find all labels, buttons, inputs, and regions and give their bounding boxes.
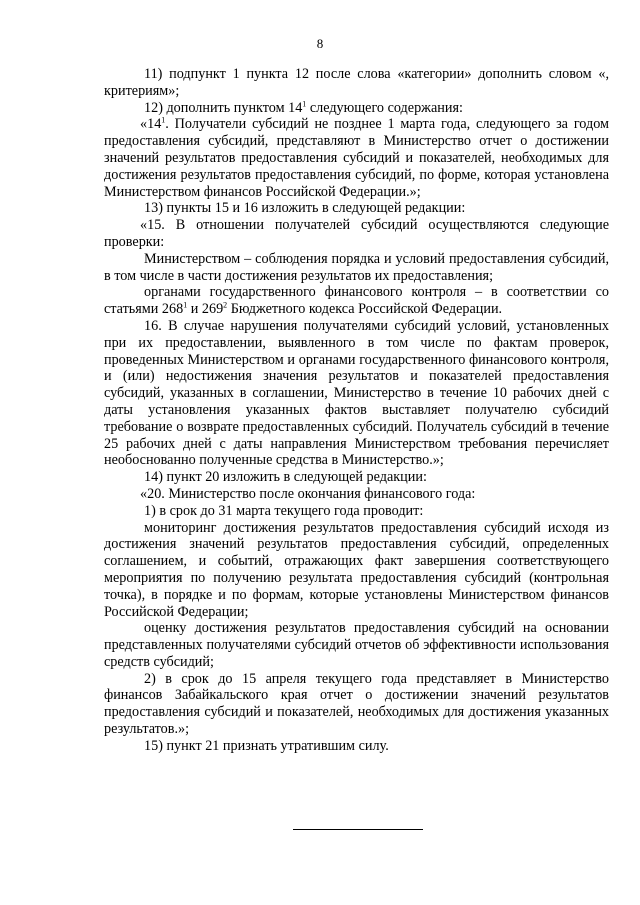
paragraph-monitoring: мониторинг достижения результатов предоставления субсидий исходя из достижения значений результатов предоставления субсидий, определенных соглашением, и событий, отражающих факт завершения соответствующего мероприятия по получению результата предоставления субсидий (контрольная точка), в порядке и по формам, которые установлены Министерством финансов Российской Федерации;: [104, 519, 609, 620]
closing-divider: [293, 829, 423, 830]
paragraph-text: . Получатели субсидий не позднее 1 марта года, следующего за годом предоставления субсидий, представляют в Министерство отчет о достижении значений результатов предоставления субсидий и показателей, необходимых для достижения результатов предоставления субсидий, по форме, которая установлена Министерством финансов Российской Федерации.»;: [104, 116, 609, 200]
paragraph-item-14: 14) пункт 20 изложить в следующей редакции:: [144, 469, 427, 486]
paragraph-text: 12) дополнить пунктом 14: [144, 99, 303, 116]
paragraph-ministry-check: Министерством – соблюдения порядка и условий предоставления субсидий, в том числе в части достижения результатов их предоставления;: [104, 250, 609, 284]
superscript: 2: [223, 300, 228, 310]
paragraph-evaluation: оценку достижения результатов предоставления субсидий на основании представленных получателями субсидий отчетов об эффективности использования средств субсидий;: [104, 620, 609, 670]
paragraph-point-16: 16. В случае нарушения получателями субсидий условий, установленных при их предоставлении, выявленного в том числе по фактам проверок, проведенных Министерством и органами государственного финансового контроля, и (или) недостижения значения результатов и показателей предоставления субсидий, указанных в соглашении, Министерство в течение 10 рабочих дней с даты установления указанных фактов выставляет получателю субсидий требование о возврате предоставленных субсидий. Получатель субсидий в течение 25 рабочих дней с даты направления Министерством требования перечисляет необоснованно полученные средства в Министерство.»;: [104, 317, 609, 469]
paragraph-item-13: 13) пункты 15 и 16 изложить в следующей редакции:: [144, 200, 466, 217]
paragraph-subpoint-1: 1) в срок до 31 марта текущего года проводит:: [144, 502, 424, 519]
paragraph-subpoint-2: 2) в срок до 15 апреля текущего года представляет в Министерство финансов Забайкальского края отчет о достижении значений результатов предоставления субсидий и показателей, необходимых для достижения указанных результатов.»;: [104, 670, 609, 738]
superscript: 1: [302, 98, 307, 108]
paragraph-text: органами государственного финансового контроля – в соответствии со статьями 268: [104, 284, 609, 318]
paragraph-financial-control: [104, 284, 609, 318]
paragraph-point-14-1: [104, 116, 609, 200]
paragraph-text: следующего содержания:: [306, 99, 463, 116]
paragraph-item-12: [104, 100, 609, 117]
paragraph-item-15: 15) пункт 21 признать утратившим силу.: [144, 737, 389, 754]
page-number: 8: [316, 36, 324, 51]
paragraph-point-20: «20. Министерство после окончания финансового года:: [140, 485, 476, 502]
superscript: 1: [161, 115, 166, 125]
paragraph-point-15: «15. В отношении получателей субсидий осуществляются следующие проверки:: [104, 217, 609, 250]
paragraph-item-11: 11) подпункт 1 пункта 12 после слова «категории» дополнить словом «, критериям»;: [104, 66, 609, 99]
document-body: [104, 66, 609, 755]
paragraph-text: и 269: [187, 301, 224, 318]
paragraph-text: «14: [140, 116, 162, 133]
paragraph-text: Бюджетного кодекса Российской Федерации.: [227, 301, 503, 318]
superscript: 1: [183, 300, 188, 310]
